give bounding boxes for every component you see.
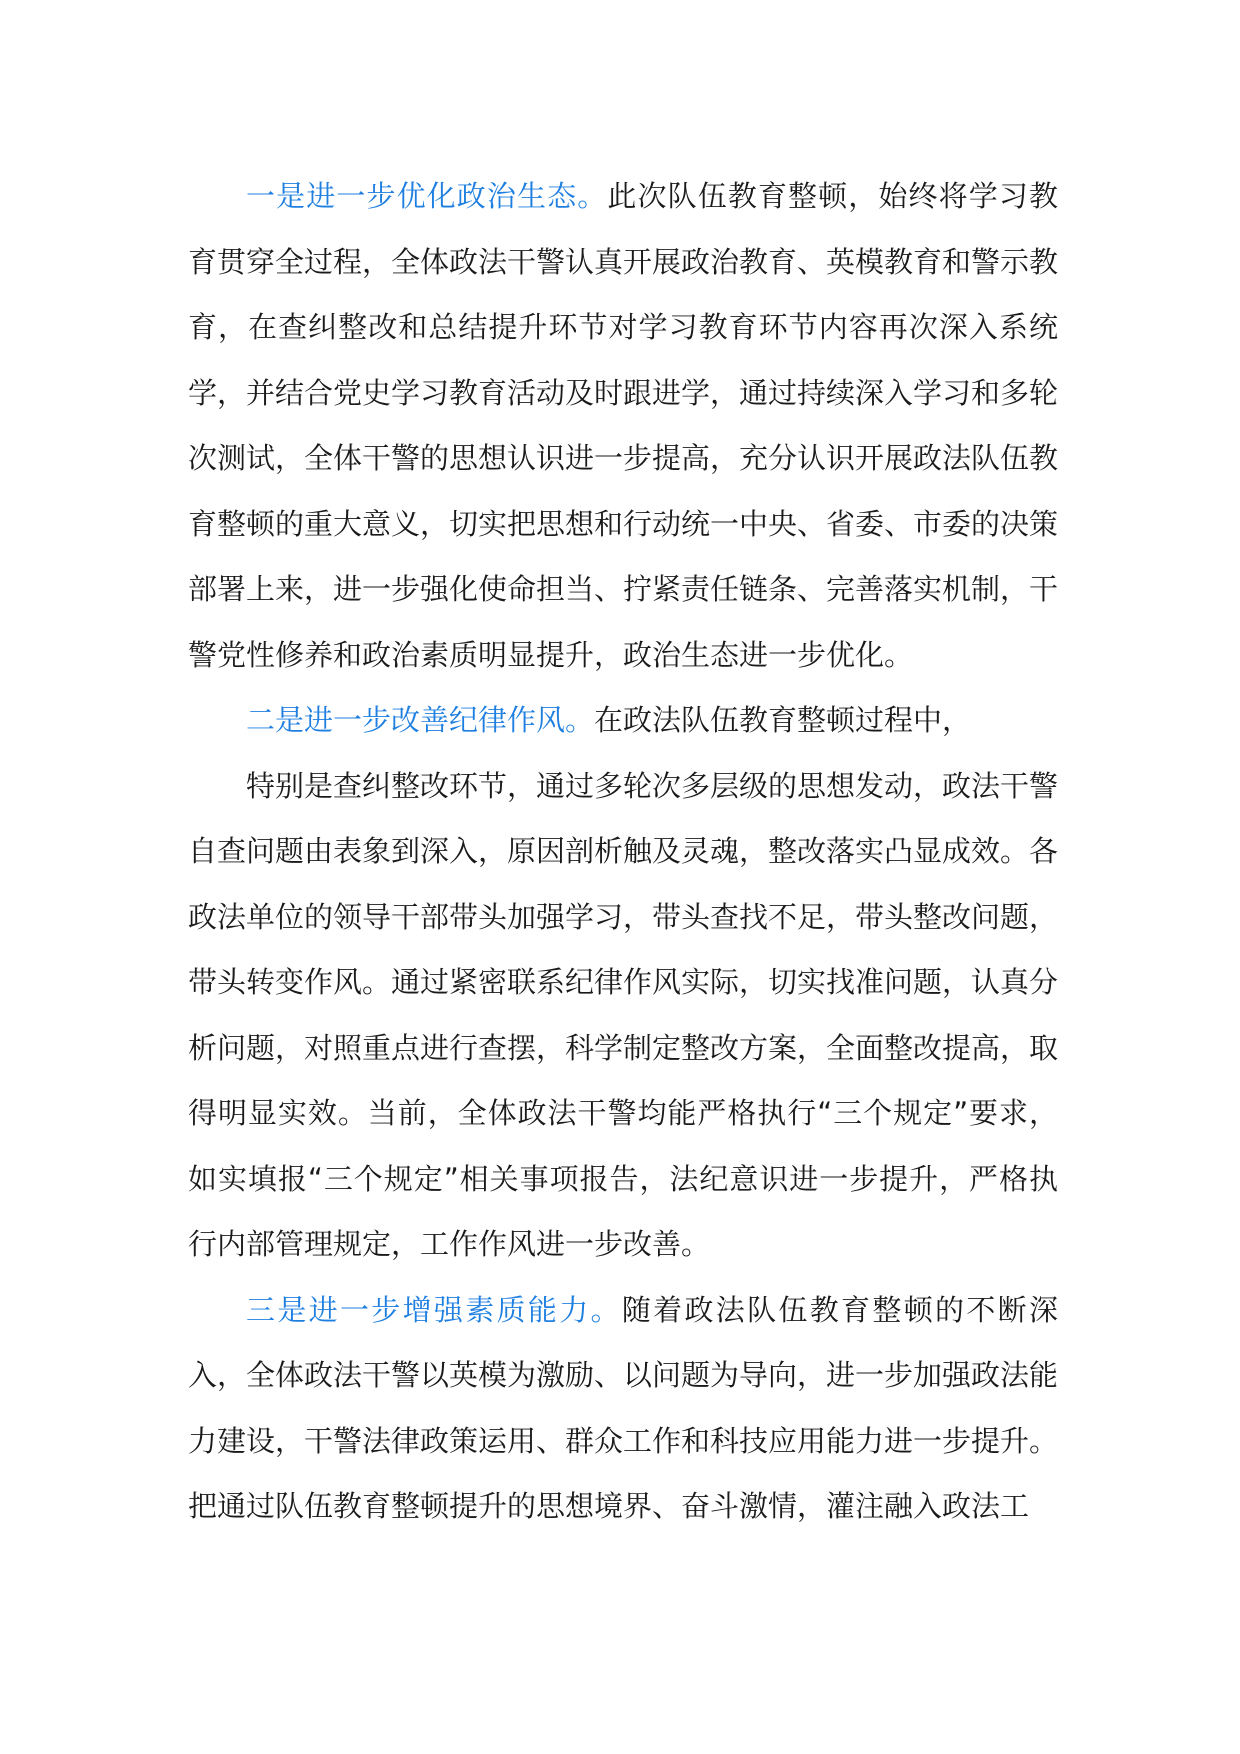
document-body xyxy=(188,164,1058,1540)
paragraph-discipline xyxy=(188,688,1058,754)
paragraph-ability xyxy=(188,1278,1058,1540)
paragraph-text: 随着政法队伍教育整顿的不断深入，全体政法干警以英模为激励、以问题为导向，进一步加强政法能力建设，干警法律政策运用、群众工作和科技应用能力进一步提升。把通过队伍教育整顿提升的思想境界、奋斗激情，灌注融入政法工 xyxy=(188,1292,1059,1523)
paragraph-politics xyxy=(188,164,1058,688)
paragraph-text: 此次队伍教育整顿，始终将学习教育贯穿全过程，全体政法干警认真开展政治教育、英模教育和警示教育，在查纠整改和总结提升环节对学习教育环节内容再次深入系统学，并结合党史学习教育活动及时跟进学，通过持续深入学习和多轮次测试，全体干警的思想认识进一步提高，充分认识开展政法队伍教育整顿的重大意义，切实把思想和行动统一中央、省委、市委的决策部署上来，进一步强化使命担当、拧紧责任链条、完善落实机制，干警党性修养和政治素质明显提升，政治生态进一步优化。 xyxy=(188,179,1059,672)
paragraph-heading: 三是进一步增强素质能力。 xyxy=(246,1292,622,1327)
paragraph-heading: 一是进一步优化政治生态。 xyxy=(246,179,608,213)
paragraph-discipline-continued xyxy=(188,754,1058,1278)
paragraph-heading: 二是进一步改善纪律作风。 xyxy=(246,703,595,737)
paragraph-text: 特别是查纠整改环节，通过多轮次多层级的思想发动，政法干警自查问题由表象到深入，原因剖析触及灵魂，整改落实凸显成效。各政法单位的领导干部带头加强学习，带头查找不足，带头整改问题，带头转变作风。通过紧密联系纪律作风实际，切实找准问题，认真分析问题，对照重点进行查摆，科学制定整改方案，全面整改提高，取得明显实效。当前，全体政法干警均能严格执行“三个规定”要求，如实填报“三个规定”相关事项报告，法纪意识进一步提升，严格执行内部管理规定，工作作风进一步改善。 xyxy=(188,768,1059,1261)
paragraph-text: 在政法队伍教育整顿过程中， xyxy=(594,703,972,737)
